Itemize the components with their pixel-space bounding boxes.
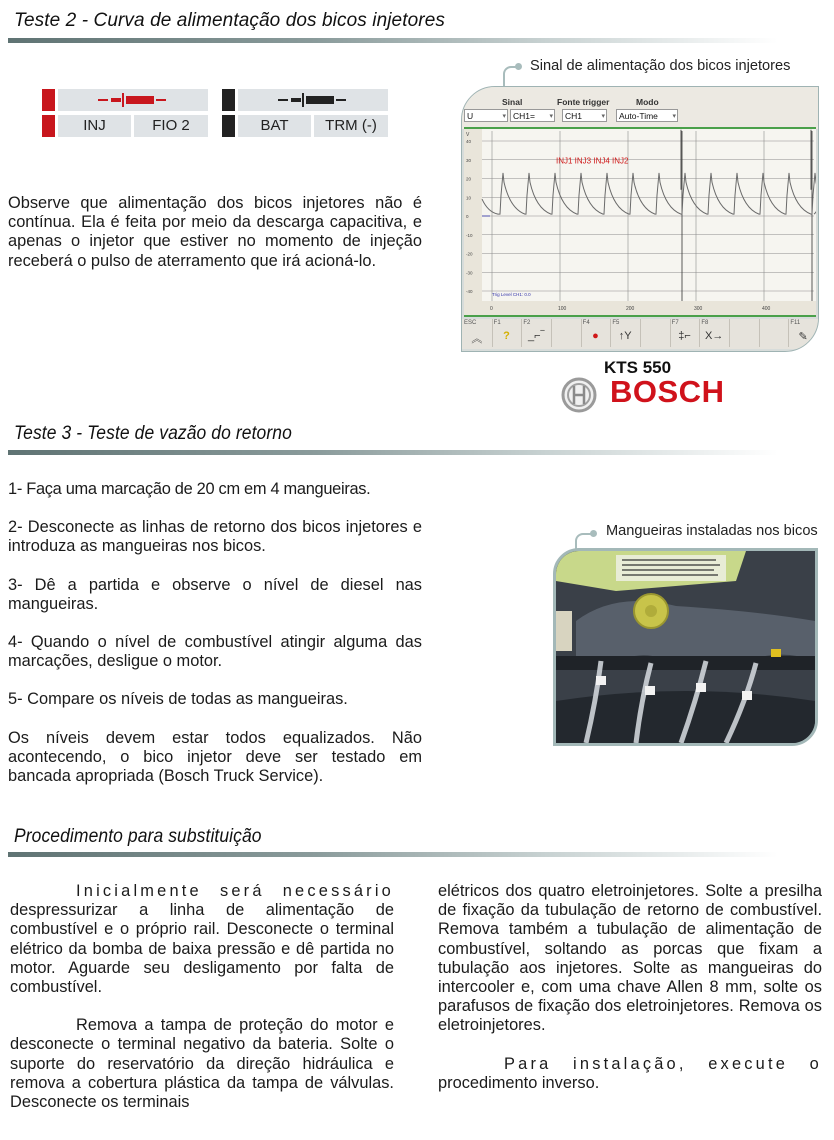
label-fonte-trigger: Fonte trigger	[557, 97, 610, 107]
function-key-label: F4	[582, 320, 590, 326]
paragraph-intro: despressurizar a linha de alimentação de combustível e o próprio rail. Desconecte o terminal elétrico da bomba de baixa pressão e dê partida no motor. Aguarde seu desligamento por falta de combustível.	[10, 901, 394, 997]
label-sinal: Sinal	[502, 97, 523, 107]
paragraph-intro-first-line: Inicialmente será necessário	[76, 882, 394, 900]
paragraph-observe	[8, 194, 422, 271]
select-value: U	[467, 111, 474, 121]
scope-caption: Sinal de alimentação dos bicos injetores	[530, 58, 791, 74]
oscilloscope-screenshot	[461, 86, 819, 352]
paragraph-text: Observe que alimentação dos bicos injetores não é contínua. Ela é feita por meio da descarga capacitiva, e apenas o injetor que estiver no momento de injeção receberá o pulso de aterramento que irá acioná-lo.	[8, 194, 422, 270]
scope-plot-area	[464, 127, 816, 317]
function-key-empty[interactable]	[759, 319, 790, 347]
help-icon: ?	[503, 330, 510, 342]
section-divider	[8, 852, 778, 857]
select-mode[interactable]	[616, 109, 678, 122]
dropdown-arrow-icon: ▾	[601, 113, 605, 120]
tools-icon: ✎	[798, 331, 808, 343]
y-axis-icon: ↑Y	[618, 330, 632, 342]
function-key-esc[interactable]	[462, 319, 493, 347]
y-tick-label: 0	[466, 214, 469, 219]
y-axis-unit: V	[466, 132, 470, 138]
function-key-f4[interactable]	[581, 319, 612, 347]
y-tick-label: 10	[466, 195, 472, 201]
x-tick-label: 300	[694, 306, 703, 312]
step-list	[8, 480, 422, 786]
function-key-f8[interactable]	[699, 319, 730, 347]
function-key-f7[interactable]	[670, 319, 701, 347]
probe-legend-black	[222, 89, 388, 137]
probe-label-bat: BAT	[238, 115, 311, 137]
x-axis-icon: X→	[704, 330, 724, 342]
photo-caption: Mangueiras instaladas nos bicos	[606, 523, 818, 539]
probe-color-tab	[222, 115, 235, 137]
select-trigger-source[interactable]	[562, 109, 607, 122]
step-item: 2- Desconecte as linhas de retorno dos bicos injetores e introduza as mangueiras nos bicos.	[8, 518, 422, 556]
probe-label-inj: INJ	[58, 115, 131, 137]
paragraph-install: procedimento inverso.	[438, 1073, 600, 1092]
probe-legend-red	[42, 89, 208, 137]
function-key-label: F8	[701, 320, 709, 326]
dropdown-arrow-icon: ▾	[549, 113, 553, 120]
brand-name: BOSCH	[610, 374, 725, 409]
function-key-label: F2	[523, 320, 531, 326]
y-tick-label: 40	[466, 139, 472, 144]
x-tick-label: 200	[626, 306, 635, 312]
function-key-f1[interactable]	[492, 319, 523, 347]
trigger-edge-icon: _⌐‾	[528, 330, 545, 342]
callout-dot-icon	[590, 530, 597, 537]
function-key-empty[interactable]	[640, 319, 671, 347]
section-divider	[8, 38, 778, 43]
x-tick-label: 0	[490, 306, 493, 312]
engine-hoses-image	[556, 551, 815, 743]
function-key-f11[interactable]	[788, 319, 819, 347]
function-key-label: F7	[671, 320, 679, 326]
callout-dot-icon	[515, 63, 522, 70]
function-key-label: F1	[493, 320, 501, 326]
bosch-logo-icon	[561, 377, 597, 413]
injector-order-label: INJ1 INJ3 INJ4 INJ2	[556, 156, 629, 166]
step-item: 1- Faça uma marcação de 20 cm em 4 mangueiras.	[8, 480, 371, 498]
x-tick-label: 400	[762, 306, 771, 312]
paragraph-continued: elétricos dos quatro eletroinjetores. Solte a presilha de fixação da tubulação de retorno de combustível. Remova também a tubulação de alimentação de combustível, soltando as porcas que fixam a tubulação aos injetores. Solte as mangueiras do intercooler e, com uma chave Allen 8 mm, solte os parafusos de fixação dos eletroinjetores. Remova os eletroinjetores.	[438, 882, 822, 1035]
function-key-empty[interactable]	[551, 319, 582, 347]
section-title-replacement: Procedimento para substituição	[14, 826, 262, 847]
function-key-label: ESC	[464, 320, 477, 326]
y-tick-label: 20	[466, 176, 472, 182]
function-key-bar	[462, 319, 818, 349]
probe-red-icon	[58, 89, 208, 111]
replacement-col1	[10, 882, 394, 1112]
probe-color-tab	[42, 115, 55, 137]
select-value: CH1	[565, 111, 583, 121]
step-item: 3- Dê a partida e observe o nível de diesel nas mangueiras.	[8, 575, 422, 613]
label-modo: Modo	[636, 97, 659, 107]
scope-toolbar	[462, 87, 818, 129]
trigger-level-label: Trig Level CH1: 0.0	[492, 292, 531, 297]
function-key-f5[interactable]	[610, 319, 641, 347]
chevron-up-icon: ︽	[471, 333, 483, 345]
y-tick-label: 30	[466, 157, 472, 163]
select-signal[interactable]	[510, 109, 555, 122]
waveform-trace	[482, 173, 816, 214]
y-tick-label: -30	[466, 270, 473, 276]
function-key-label: F5	[612, 320, 620, 326]
y-tick-label: -40	[466, 289, 473, 294]
probe-black-icon	[238, 89, 388, 111]
y-tick-label: -10	[466, 232, 473, 238]
probe-label-fio2: FIO 2	[134, 115, 208, 137]
probe-label-trm: TRM (-)	[314, 115, 388, 137]
engine-photo	[553, 548, 818, 746]
select-value: Auto-Time	[619, 111, 658, 121]
stop-icon: ●	[592, 330, 599, 342]
y-tick-label: -20	[466, 251, 473, 257]
paragraph-install-first-line: Para instalação, execute o	[504, 1054, 822, 1073]
probe-color-tab	[222, 89, 235, 111]
select-unit[interactable]	[464, 109, 508, 122]
device-name: KTS 550	[604, 358, 672, 377]
probe-color-tab	[42, 89, 55, 111]
function-key-label: F11	[790, 320, 801, 326]
section-divider	[8, 450, 778, 455]
section-title-test2: Teste 2 - Curva de alimentação dos bicos injetores	[14, 10, 445, 31]
replacement-col2	[438, 882, 822, 1093]
waveform-chart	[464, 129, 816, 315]
trigger-level-icon: ‡⌐	[678, 330, 691, 342]
paragraph-remove: Remova a tampa de proteção do motor e desconecte o terminal negativo da bateria. Solte o suporte do reservatório da direção hidráulica e remova a cobertura plástica da tampa de válvulas. Desconecte os terminais	[10, 1016, 394, 1112]
function-key-f2[interactable]	[521, 319, 552, 347]
dropdown-arrow-icon: ▾	[502, 113, 506, 120]
note-paragraph: Os níveis devem estar todos equalizados. Não acontecendo, o bico injetor deve ser testado em bancada apropriada (Bosch Truck Service).	[8, 728, 422, 786]
x-tick-label: 100	[558, 306, 567, 312]
section-title-test3: Teste 3 - Teste de vazão do retorno	[14, 423, 292, 444]
step-item: 4- Quando o nível de combustível atingir alguma das marcações, desligue o motor.	[8, 633, 422, 671]
function-key-empty[interactable]	[729, 319, 760, 347]
select-value: CH1=	[513, 111, 535, 121]
step-item: 5- Compare os níveis de todas as mangueiras.	[8, 690, 348, 709]
dropdown-arrow-icon: ▾	[672, 113, 676, 120]
